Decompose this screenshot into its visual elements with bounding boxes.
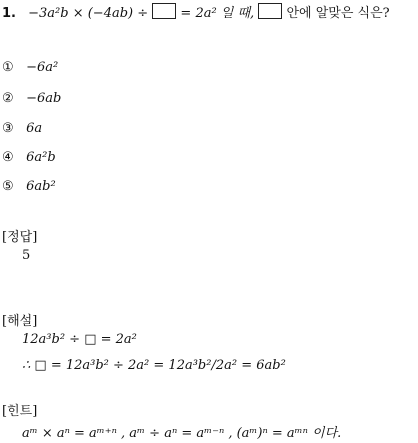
- option-1[interactable]: [2, 60, 58, 75]
- answer-blank-box-2: [258, 3, 282, 19]
- answer-label: [정답]: [2, 230, 38, 245]
- option-marker: ⑤: [2, 179, 14, 194]
- option-2[interactable]: [2, 91, 61, 106]
- question-condition: = 2a² 일 때,: [180, 6, 255, 21]
- option-marker: ③: [2, 121, 14, 136]
- option-marker: ①: [2, 60, 14, 75]
- option-text: −6a²: [26, 60, 59, 75]
- question-number: 1.: [2, 6, 16, 21]
- option-text: −6ab: [26, 91, 62, 106]
- hint-text: aᵐ × aⁿ = aᵐ⁺ⁿ , aᵐ ÷ aⁿ = aᵐ⁻ⁿ , (aᵐ)ⁿ = aᵐⁿ 이다.: [22, 426, 342, 441]
- option-marker: ②: [2, 91, 14, 106]
- answer-value: 5: [22, 248, 31, 263]
- option-text: 6ab²: [26, 179, 56, 194]
- solution-line-1: 12a³b² ÷ □ = 2a²: [22, 332, 137, 347]
- hint-label: [힌트]: [2, 404, 38, 419]
- option-4[interactable]: [2, 150, 56, 165]
- answer-blank-box: [152, 3, 176, 19]
- option-5[interactable]: [2, 179, 56, 194]
- option-marker: ④: [2, 150, 14, 165]
- question-stem: [2, 2, 390, 21]
- question-prompt: 안에 알맞은 식은?: [286, 6, 390, 21]
- option-text: 6a²b: [26, 150, 56, 165]
- option-text: 6a: [26, 121, 43, 136]
- solution-line-2: ∴ □ = 12a³b² ÷ 2a² = 12a³b²/2a² = 6ab²: [22, 358, 286, 373]
- solution-label: [해설]: [2, 314, 38, 329]
- question-expression: −3a²b × (−4ab) ÷: [28, 6, 149, 21]
- option-3[interactable]: [2, 121, 42, 136]
